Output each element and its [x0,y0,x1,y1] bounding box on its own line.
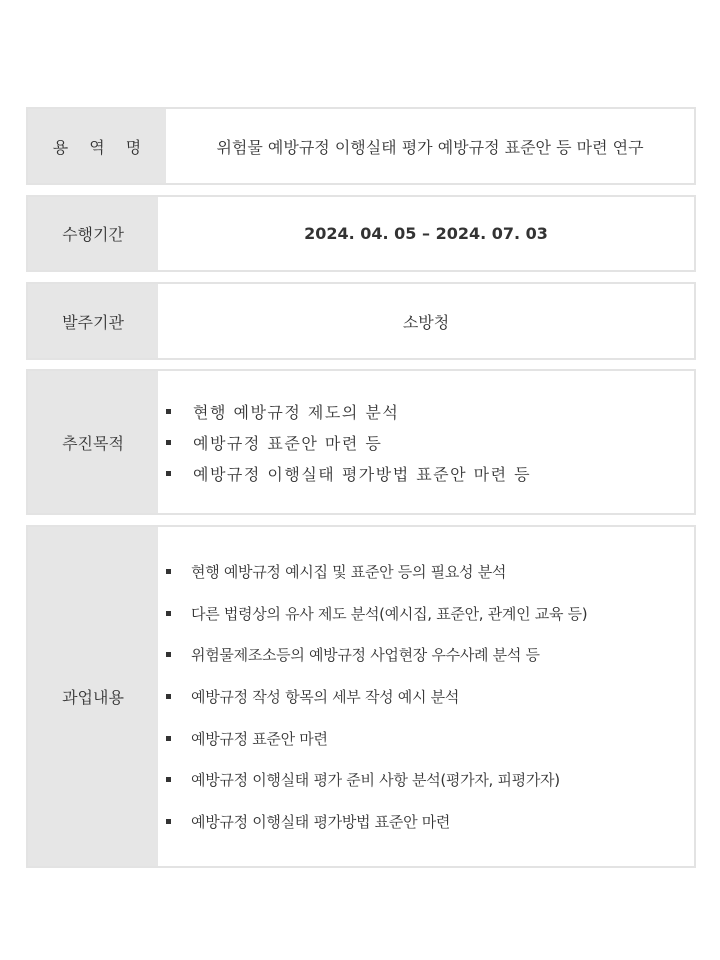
square-bullet-icon [166,736,171,741]
row-project-name [26,107,696,185]
list-item [166,551,694,593]
list-item [166,800,694,842]
tasks-list-cell [158,527,694,866]
square-bullet-icon [166,409,171,414]
list-item [166,634,694,676]
square-bullet-icon [166,440,171,445]
square-bullet-icon [166,777,171,782]
task-item-text: 예방규정 이행실태 평가방법 표준안 마련 [191,812,451,831]
tasks-list [166,551,694,842]
tasks-label: 과업내용 [28,527,158,866]
purpose-list [166,396,694,489]
period-value: 2024. 04. 05 – 2024. 07. 03 [304,224,548,243]
list-item [166,676,694,718]
list-item [166,396,694,427]
square-bullet-icon [166,471,171,476]
task-item-text: 위험물제조소등의 예방규정 사업현장 우수사례 분석 등 [191,646,540,665]
row-period [26,195,696,272]
purpose-item-text: 예방규정 표준안 마련 등 [193,433,383,453]
task-item-text: 예방규정 이행실태 평가 준비 사항 분석(평가자, 피평가자) [191,771,560,790]
purpose-list-cell [158,371,694,513]
task-item-text: 다른 법령상의 유사 제도 분석(예시집, 표준안, 관계인 교육 등) [191,604,588,623]
task-item-text: 예방규정 표준안 마련 [191,729,328,748]
row-client [26,282,696,360]
task-item-text: 예방규정 작성 항목의 세부 작성 예시 분석 [191,688,460,706]
purpose-item-text: 현행 예방규정 제도의 분석 [193,402,400,422]
square-bullet-icon [166,819,171,824]
list-item [166,759,694,801]
project-name-label: 용 역 명 [28,109,166,183]
list-item [166,593,694,635]
square-bullet-icon [166,652,171,657]
purpose-item-text: 예방규정 이행실태 평가방법 표준안 마련 등 [193,464,532,484]
square-bullet-icon [166,569,171,574]
purpose-label: 추진목적 [28,371,158,513]
list-item [166,458,694,489]
list-item [166,427,694,458]
square-bullet-icon [166,611,171,616]
task-item-text: 현행 예방규정 예시집 및 표준안 등의 필요성 분석 [191,563,507,582]
period-label: 수행기간 [28,197,158,270]
project-name-value: 위험물 예방규정 이행실태 평가 예방규정 표준안 등 마련 연구 [216,137,644,157]
client-value: 소방청 [402,312,450,332]
row-purpose [26,369,696,515]
client-label: 발주기관 [28,284,158,358]
square-bullet-icon [166,694,171,699]
list-item [166,717,694,759]
row-tasks [26,525,696,868]
